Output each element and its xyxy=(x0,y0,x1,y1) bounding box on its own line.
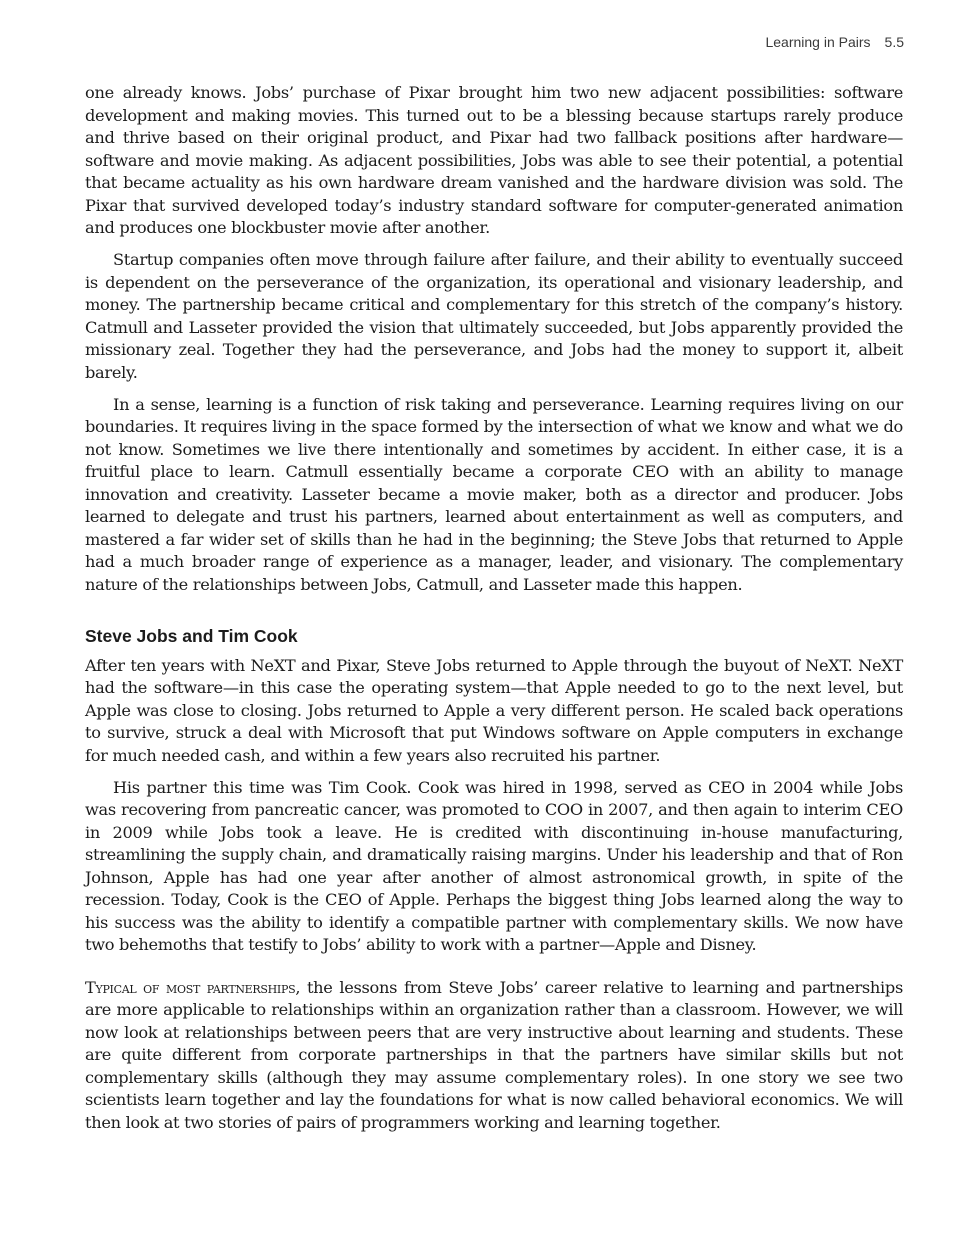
section-heading: Steve Jobs and Tim Cook xyxy=(85,626,298,646)
paragraph-startups: Startup companies often move through failure after failure, and their ability to eventually succeed is dependent on the perseverance of the organization, its operational and visionary leadership, and money. The partnership became critical and complementary for this stretch of the company’s history. Catmull and Lasseter provided the vision that ultimately succeeded, but Jobs apparently provided the missionary zeal. Together they had the perseverance, and Jobs had the money to support it, albeit barely. xyxy=(85,250,903,382)
body-text xyxy=(85,82,903,1134)
paragraph-peer-partnerships xyxy=(85,977,903,1135)
running-title: Learning in Pairs xyxy=(765,34,871,50)
page-number: 5.5 xyxy=(884,34,904,50)
paragraph-return-to-apple: After ten years with NeXT and Pixar, Steve Jobs returned to Apple through the buyout of NeXT. NeXT had the software—in this case the operating system—that Apple needed to go to the next level, but Apple was close to closing. Jobs returned to Apple a very different person. He scaled back operations to survive, struck a deal with Microsoft that put Windows software on Apple computers in exchange for much needed cash, and within a few years also recruited his partner. xyxy=(85,655,903,765)
smallcaps-lead-in: Typical of most partnerships xyxy=(85,977,296,997)
paragraph-learning-risk: In a sense, learning is a function of risk taking and perseverance. Learning requires living on our boundaries. It requires living in the space formed by the intersection of what we know and what we do not know. Sometimes we live there intentionally and sometimes by accident. In either case, it is a fruitful place to learn. Catmull essentially became a corporate CEO with an ability to manage innovation and creativity. Lasseter became a movie maker, both as a director and producer. Jobs learned to delegate and trust his partners, learned about entertainment as well as computers, and mastered a far wider set of skills than he had in the beginning; the Steve Jobs that returned to Apple had a much broader range of experience as a manager, leader, and visionary. The complementary nature of the relationships between Jobs, Catmull, and Lasseter made this happen. xyxy=(85,394,903,594)
running-header xyxy=(765,34,904,50)
paragraph-continued: one already knows. Jobs’ purchase of Pixar brought him two new adjacent possibilities: software development and making movies. This turned out to be a blessing because startups rarely produce and thrive based on their original product, and Pixar had two fallback positions after hardware—software and movie making. As adjacent possibilities, Jobs was able to see their potential, a potential that became actuality as his own hardware dream vanished and the hardware division was sold. The Pixar that survived developed today’s industry standard software for computer-generated animation and produces one blockbuster movie after another. xyxy=(85,83,903,237)
paragraph-peer-partnerships-text: , the lessons from Steve Jobs’ career relative to learning and partnerships are more applicable to relationships within an organization rather than a classroom. However, we will now look at relationships between peers that are very instructive about learning and students. These are quite different from corporate partnerships in that the partners have similar skills but not complementary skills (although they may assume complementary roles). In one story we see two scientists learn together and lay the foundations for what is now called behavioral economics. We will then look at two stories of pairs of programmers working and learning together. xyxy=(85,977,903,1132)
paragraph-tim-cook: His partner this time was Tim Cook. Cook was hired in 1998, served as CEO in 2004 while Jobs was recovering from pancreatic cancer, was promoted to COO in 2007, and then again to interim CEO in 2009 while Jobs took a leave. He is credited with discontinuing in-house manufacturing, streamlining the supply chain, and dramatically raising margins. Under his leadership and that of Ron Johnson, Apple has had one year after another of almost astronomical growth, in spite of the recession. Today, Cook is the CEO of Apple. Perhaps the biggest thing Jobs learned along the way to his success was the ability to identify a compatible partner with complementary skills. We now have two behemoths that testify to Jobs’ ability to work with a partner—Apple and Disney. xyxy=(85,777,903,954)
